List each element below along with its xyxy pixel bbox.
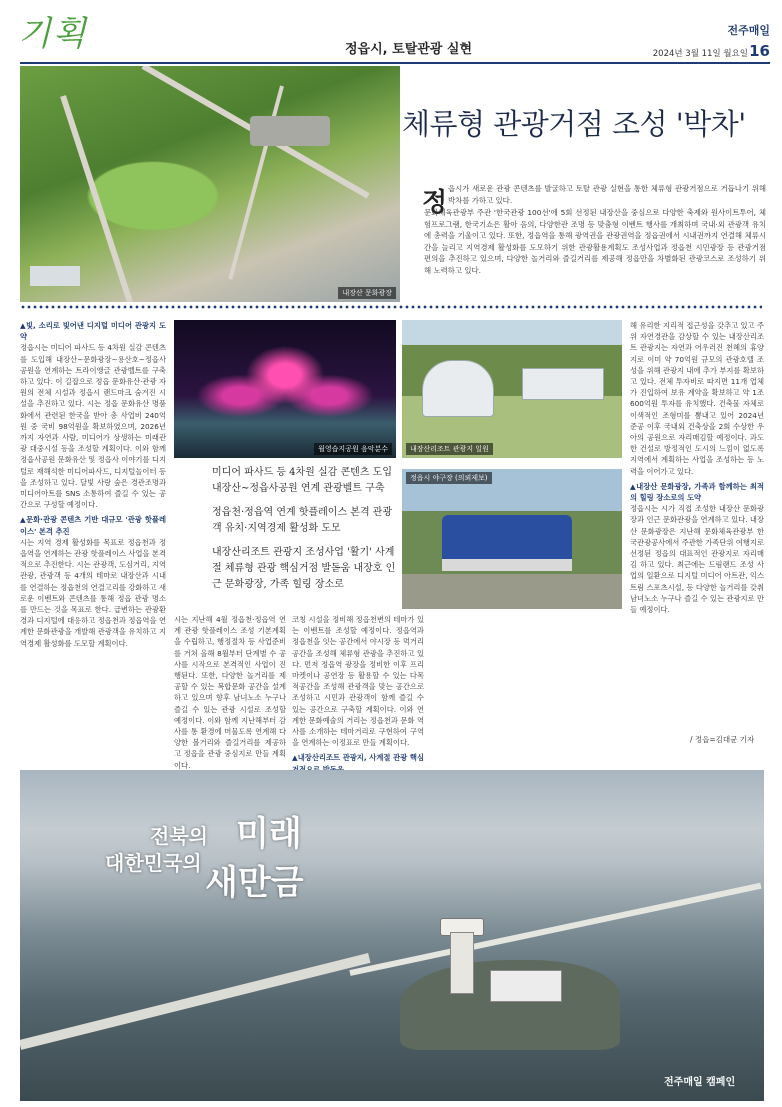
column-text: 시는 지역 경제 활성화를 목표로 정읍천과 정읍역을 연계하는 관광 핫플레이스 사업을 본격적으로 추진한다. 시는 관광객, 도심거리, 지역관광, 관광객 등 4개의 테마로 내장산과 시내를 연결하는 정읍천의 연결고리를 강화하고 새로운 이벤트와 콘텐츠를 통해 정읍 관광 명소를 만드는 것을 목표로 한다. 급변하는 관광환경과 디지털에 대응하고 정읍천과 정읍역을 연계한 문화관광을 개발해 관광객을 유치하고 지역경제 활성화를 도모할 계획이다. xyxy=(20,537,166,648)
museum-photo xyxy=(402,469,622,609)
column-text: 정읍시는 시가 직접 조성한 내장산 문화광장과 인근 문화관광을 연계하고 있다. 내장산 문화광장은 지난해 문화체육관광부 한국관광공사에서 주관한 가족단위 여행지로 선정된 정읍의 대표적인 관광지로 자리매김 하고 있다. 최근에는 드림랜드 조성 사업의 일환으로 디지털 미디어 아트관, 익스트림 스포츠시설, 등 다양한 놀거리를 갖춰 남녀노소 누구나 즐길 수 있는 관광지로 만들 예정이다. xyxy=(630,504,764,615)
culture-plaza-aerial-photo xyxy=(20,66,400,302)
article-column-1 xyxy=(20,320,166,649)
ad-brand: 전주매일 캠페인 xyxy=(664,1077,736,1088)
photo-caption: 월영습지공원 음악분수 xyxy=(314,443,392,455)
column-text: 해 유리한 지리적 접근성을 갖추고 있고 주위 자연경관을 감상할 수 있는 내장산리조트 관광지는 자연과 어우러진 천혜의 휴양지로 이미 약 70억원 규모의 관광호텔 조성을 위해 관광지 내에 추가 부지를 확보하고 있다. 전체 투자비로 따지면 11개 업체가 진입하여 보유 계약을 확보하고 약 1조 600억원 투자를 유치했다. 건축물 자체로 이색적인 조형미를 뽐내고 있어 2024년 준공 이후 국내외 건축상을 2회 수상한 우아의 공원으로 자리매김할 예정이다. 과도한 건설로 방정적인 도시의 느낌이 없도록 지역에서 계획하는 사업을 조성하는 등 노력을 이어가고 있다. xyxy=(630,321,764,476)
issue-date: 2024년 3월 11일 월요일 xyxy=(652,49,748,59)
article-column-2 xyxy=(174,614,286,771)
dotted-divider xyxy=(20,305,762,309)
photo-caption: 내장산리조트 관광지 일원 xyxy=(406,443,493,455)
ad-text-line3: 미래 xyxy=(236,814,302,854)
subheading: ▲문화·관광 콘텐츠 기반 대규모 '관광 핫플레이스' 본격 추진 xyxy=(20,515,166,536)
photo-caption: 내장산 문화광장 xyxy=(338,287,396,299)
subheading: ▲빛, 소리로 빛어낸 디지털 미디어 관광지 도약 xyxy=(20,321,166,342)
article-column-4 xyxy=(630,320,764,615)
subheading: ▲내장산리조트 관광지, 사계절 관광 핵심 xyxy=(292,753,424,763)
resort-photo xyxy=(402,320,622,458)
callout-item: 미디어 파사드 등 4차원 실감 콘텐츠 도입 내장산∼정읍사공원 연계 관광벨트 구축 xyxy=(212,467,392,494)
callout-item: 정읍천·정읍역 연계 핫플레이스 본격 관광객 유치·지역경제 활성화 도모 xyxy=(212,507,393,534)
paper-name: 전주매일 xyxy=(727,24,770,37)
headline: 체류형 관광거점 조성 '박차' xyxy=(402,107,746,141)
lead-paragraph-2: 문화체육관광부 주관 '한국관광 100선'에 5회 선정된 내장산을 중심으로 다양한 축제와 원사이트투어, 체험프로그램, 한국기쇼은 활아 음의, 다양한관 조명 등 맞춤형 이벤트 행사를 개최하며 국내·외 관광객 유치에 총력을 기울이고 있다. 또한, 정읍역을 통해 광역권을 관광권역을 정읍권에서 시내권까지 연결해 체류시간을 늘리고 지역경제 활성화를 도모하기 위한 관광활용계획도 조성사업과 정읍천 시민광장 등 관광거점 편의을 추진하고 있으며, 다양한 놀거리와 즐길거리를 제공해 정읍만을 차별화된 관광코스로 조성하기 위해 노력하고 있다. xyxy=(424,208,766,275)
saemangeum-campaign-ad xyxy=(20,770,764,1101)
fountain-photo xyxy=(174,320,396,458)
column-text: 시는 지난해 4월 정읍천·정읍역 연계 관광 핫플레이스 조성 기본계획을 수립하고, 행정절차 등 사업준비를 거쳐 올해 8월부터 단계별 수 공사를 시작으로 본격적인 사업이 진행된다. 또한, 다양한 놀거리를 제공할 수 있는 복합문화 공간을 설계하고 있으며 향후 남녀노소 누구나 즐길 수 있는 관광 시설로 조성할 예정이다. 이와 함께 지난해부터 감사를 통 환경에 머물도록 연계해 다양한 볼거리와 즐길거리를 제공하고 정읍을 관광 중심지로 만들 계획이다. xyxy=(174,615,286,770)
header-rule xyxy=(20,62,770,64)
ad-text-line4: 새만금 xyxy=(205,863,304,903)
photo-caption: 정읍시 야구장 (의뢰제보) xyxy=(406,472,492,484)
subheading: ▲내장산 문화광장, 가족과 함께하는 최적의 힐링 장소로의 도약 xyxy=(630,481,764,503)
callout-item: 내장산리조트 관광지 조성사업 '활기' 사계절 체류형 관광 핵심거점 발돋움 내장호 인근 문화광장, 가족 힐링 장소로 xyxy=(212,547,396,590)
section-tag: 기획 xyxy=(18,14,88,54)
column-text: 코칭 시설을 정비해 정읍천변의 테마가 있는 이벤트를 조성할 예정이다. 정읍역과 정읍천을 잇는 공간에서 야시장 등 먹거리 공간을 조성해 체류형 관광을 추진하고 있다. 먼저 정읍역 광장을 정비한 이후 프리마켓이나 공연장 등 활용할 수 있는 다목적공간을 조성해 관광객을 맞는 공간으로 조성하고 시민과 관광객이 함께 즐길 수 있는 공간으로 구축할 계획이다. 이와 연계한 문화예술의 거리는 정읍천과 문화 역사를 소개하는 테마거리로 구현하여 구역을 연계하는 이정표로 만들 계획이다. xyxy=(292,615,424,748)
page-number: 16 xyxy=(749,42,770,60)
ad-text-line1: 전북의 xyxy=(150,824,208,848)
lead-paragraph-1: 읍시가 새로운 관광 콘텐츠를 발굴하고 토탈 관광 실현을 통한 체류형 관광거점으로 거듭나기 위해 박차를 가하고 있다. xyxy=(448,184,766,205)
page-header-title: 정읍시, 토탈관광 실현 xyxy=(345,42,473,57)
highlight-callout xyxy=(212,465,397,601)
ad-text-line2: 대한민국의 xyxy=(105,851,202,875)
lead-drop-cap: 정 xyxy=(422,188,448,218)
byline: / 정읍=김대균 기자 xyxy=(690,735,755,744)
column-text: 정읍시는 미디어 파사드 등 4차원 실감 콘텐츠를 도입해 내장산∼문화광장∼용산호∼정읍사공원을 연계하는 트라이앵글 관광벨트를 구축하고 있다. 이 길잡으로 정읍 문화유산·관광 자원의 전체 시설과 정읍시 랜드마크 숨겨진 시설을 추진하고 있다. 시는 정읍 문화유산 명품화에서 관련된 한국을 받아 총 사업비 240억원 중 국비 98억원을 확보하였으며, 2026년까지 자연과 사람, 미디어가 상생하는 미래관광 대중시설 등을 조성할 계획이다. 이와 함께 정읍사공원 문화유산 및 정읍사 이야기를 디지털로 재해석한 미디어파사드, 디지털놀이터 등을 조성하고 있다. 달빛 사랑 숲은 경관조명과 미디어아트를 SNS 소통하여 즐길 수 있는 공간으로 구성할 예정이다. xyxy=(20,343,166,510)
